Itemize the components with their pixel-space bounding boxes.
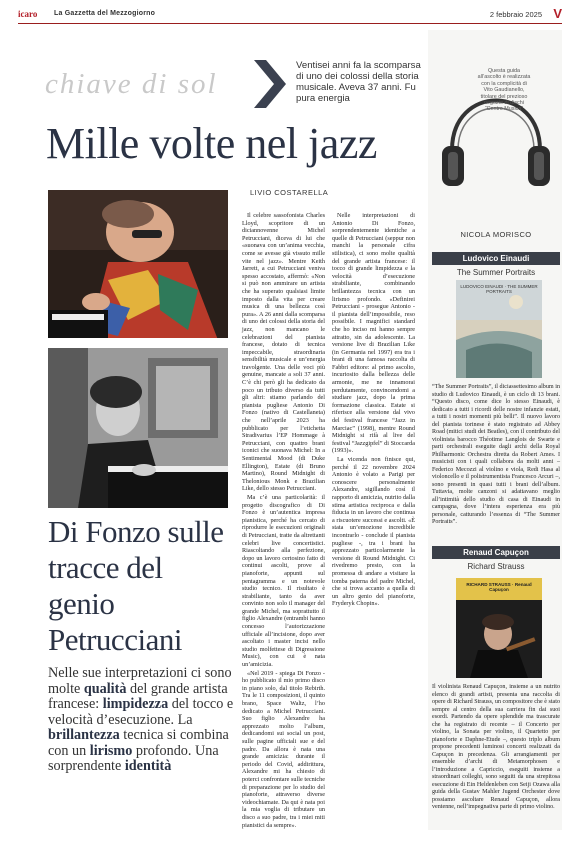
issue-date: 2 febbraio 2025	[489, 10, 542, 19]
album-title-summer-portraits: The Summer Portraits	[456, 268, 536, 277]
article-paragraph: Ma c’è una particolarità: il progetto discografico di Di Fonzo è un’autentica impresa pianistica, perché ha cercato di riprodurre le esecuzioni originali di Petrucciani, tratte da altrettanti celebri live concertistici. Riascoltando alla perfezione, dopo un lavoro certosino fatto di continui ascolti, prove al pianoforte, appunti sul pentagramma e un notevole studio tecnico. Il risultato è strabiliante, tanto da aver convinto non solo il manager del grande Michel, ma soprattutto il figlio Alexandre (entrambi hanno concesso l’autorizzazione ufficiale all’incisione, dopo aver ascoltato i master incisi nello studio molfettese di Digressione Music), con cui è nata un’amicizia.	[242, 493, 325, 669]
album-artist-capucon: Renaud Capuçon	[432, 546, 560, 559]
sidebar-illustration-caption: Questa guida all’ascolto è realizzata con la complicità di Vito Gaudianello, titolare del prezioso negozio di dischi “Centro Musica”	[477, 68, 531, 113]
article-body-column-1	[242, 212, 325, 830]
album-cover-text: LUDOVICO EINAUDI · THE SUMMER PORTRAITS	[460, 284, 538, 294]
feature-title: Di Fonzo sulle tracce del genio Petrucciani	[48, 514, 224, 657]
page-letter: V	[553, 6, 562, 21]
photo-di-fonzo	[48, 348, 228, 508]
album-title-richard-strauss: Richard Strauss	[467, 562, 525, 571]
article-paragraph: La vicenda non finisce qui, perché il 22 novembre 2024 Antonio è volato a Parigi per conoscere personalmente Alexandre, sigillando così il rapporto di amicizia, nutrito dalla stima artistica reciproca e dalla fiducia in un lavoro che continua a riscuotere successi e ascolti. «È stata un’emozione incredibile incontrarlo - conclude il pianista pugliese -, tra i brani ha apprezzato particolarmente la versione di Round Midnight. Ci rivedremo presto, con la promessa di andare a visitare la tomba paterna del padre Michel, che si trova accanto a quella di un altro genio del pianoforte, Fryderyk Chopin».	[332, 456, 415, 608]
article-paragraph: Il celebre sassofonista Charles Lloyd, scopritore di un diciannovenne Michel Petrucciani, diceva di lui che «suonava con un’anima vecchia, come se avesse già vissuto mille vite nel jazz». Mentre Keith Jarrett, a cui Petrucciani veniva spesso accostato, affermò: «Non si può non ammirare un artista che ha superato qualsiasi limite imposto dalla vita per creare musica di una bellezza così pura». A 26 anni dalla scomparsa di uno dei colossi della storia del jazz, non mancano le celebrazioni del pianista francese, dotato di tecnica impeccabile, straordinaria sensibilità musicale e un’energia travolgente. Una delle voci più genuine, mancate a soli 37 anni. C’è chi però gli ha dedicato da poco un tributo diverso da tutti gli altri: stiamo parlando del pianista pugliese Antonio Di Fonzo (nativo di Castellaneta) che nell’aprile 2023 ha pubblicato per l’etichetta Stradivarius l’EP Hommage à Petrucciani, con quattro brani iconici che suonava Michel: In a Sentimental Mood (di Duke Ellington), Estate (di Bruno Martino), Round Midnight di Thelonious Monk e Brazilian Like, dello stesso Petrucciani.	[242, 212, 325, 493]
standfirst-text: del tocco e velocità d’esecuzione. La	[48, 696, 234, 728]
section-kicker: chiave di sol	[45, 68, 218, 100]
masthead-bar	[18, 8, 562, 24]
standfirst-emphasis: lirismo	[89, 742, 133, 759]
album-review-capucon: Il violinista Renaud Capuçon, insieme a un nutrito elenco di grandi artisti, presenta una raccolta di opere di Richard Strauss, un compositore che è stato sempre al centro della sua carriera fin dai suoi esordi. Partendo da opere splendide ma trascurate che ha registrato di recente – il Concerto per violino, la Sonata per violino, il Quartetto per pianoforte e Daphne-Etude –, questo triplo album propone precedenti luminosi concerti realizzati da Capuçon in precedenza. Gli arrangiamenti per ensemble d’archi di Metamorphosen e l’introduzione a Capriccio, eseguiti insieme a straordinari colleghi, sono seguiti da una strepitosa esecuzione di Ein Heldenleben con Seiji Ozawa alla guida della Gustav Mahler Jugend Orchester dove possiamo ascoltare Renaud Capuçon, allora ventenne, nell’impegnativa parte di primo violino.	[432, 684, 560, 810]
standfirst-text: del grande artista francese:	[48, 680, 228, 712]
article-paragraph: Nelle interpretazioni di Antonio Di Fonzo, sorprendentemente identiche a quelle di Petrucciani (seppur non manchi la personale cifra stilistica), ci sono molte qualità del grande artista francese: il tocco di grande limpidezza e la velocità d’esecuzione strabiliante, combinando brillantezza tecnica con un lirismo profondo. «Definirei Petrucciani - prosegue Antonio - il pianista dell’impossibile, reso possibile. I magnifici standard che ho inciso mi hanno sempre attratto, sin da adolescente. La versione live di Brazilian Like (in Germania nel 1997) era tra i brani di una famosa raccolta di Fabbri editore: al primo ascolto, incuriosito dalla bellezza delle armonie, me ne innamorai perdutamente, convincendomi a studiare jazz, dopo la prima formazione classica. Estate si riferisce alla versione dal vivo del festival francese “Jazz in Marciac” (1998), mentre Round Midnight si rifà al live del festival “Jazzgipfel” di Stoccarda (1993)».	[332, 212, 415, 455]
chevron-right-icon	[252, 60, 286, 108]
standfirst-text: tecnica si combina con un	[48, 727, 229, 759]
article-deck: Ventisei anni fa la scomparsa di uno dei colossi della storia musicale. Aveva 37 anni. Fu pura energia	[296, 60, 421, 104]
photo-petrucciani	[48, 190, 228, 338]
album-cover-richard-strauss	[456, 578, 542, 678]
feature-standfirst	[48, 666, 234, 775]
article-paragraph: «Nel 2019 - spiega Di Fonzo - ho pubblicato il mio primo disco in piano solo, dal titolo Rebirth. Tra le 11 composizioni, il quinto brano, Space Waltz, l’ho dedicato a Michel Petrucciani. Suo figlio Alexandre ha apprezzato molto l’album, dedicandomi sui social un post, sulle pagine ufficiali sue e del padre. Da allora è nata una grande amicizia: durante il periodo del Covid, addirittura, Alexandre mi ha chiesto di poterci confrontare sulle tecniche di preparazione per lo studio del pianoforte, attraverso diverse videochiamate. Da qui è nata poi la mia voglia di tributare un disco a suo padre, tra i miei miti pianistici da sempre».	[242, 669, 325, 829]
article-body-column-2	[332, 212, 415, 609]
album-cover-summer-portraits	[456, 280, 542, 378]
standfirst-emphasis: identità	[124, 758, 172, 774]
article-headline: Mille volte nel jazz	[46, 119, 377, 168]
standfirst-text: profondo. Una sorprendente	[48, 742, 219, 774]
standfirst-text: Nelle sue interpretazioni ci sono molte	[48, 665, 232, 697]
standfirst-emphasis: limpidezza	[102, 696, 169, 712]
album-review-einaudi: “The Summer Portraits”, il diciassettesimo album in studio di Ludovico Einaudi, è un ciclo di 13 brani. “Questo disco, come dice lo stesso Einaudi, è dedicato a tutti i ricordi delle nostre infanzie estati, a tutti i nostri momenti più belli”. Il nuovo lavoro del pianista torinese è stato registrato ad Abbey Road (mitici studi dei Beatles), con il contributo del violinista barocco Théotime Langlois de Swarte e parti orchestrali eseguite dagli archi della Royal Philharmonic Orchestra diretta da Robert Ames. I musicisti con i quali collabora da molti anni – Federico Mecozzi al violino e viola, Redi Hasa al violoncello e il polistrumentista Francesco Arcuri –, sono presenti in quasi tutti i brani dell’album. Tuttavia, molte canzoni si adattavano meglio all’intimità dello studio di casa di Einaudi in campagna, dove l’intera esperienza era più personale, catturando l’essenza di “The Summer Portraits”.	[432, 384, 560, 525]
article-byline: LIVIO COSTARELLA	[250, 188, 329, 197]
sidebar-author: NICOLA MORISCO	[460, 230, 532, 239]
publication-name: La Gazzetta del Mezzogiorno	[54, 10, 156, 17]
album-artist-einaudi: Ludovico Einaudi	[432, 252, 560, 265]
brand-name: icaro	[18, 9, 38, 19]
standfirst-emphasis: brillantezza	[48, 727, 120, 743]
album-cover-text: RICHARD STRAUSS · Renaud Capuçon	[466, 582, 532, 592]
standfirst-emphasis: qualità	[83, 680, 127, 697]
